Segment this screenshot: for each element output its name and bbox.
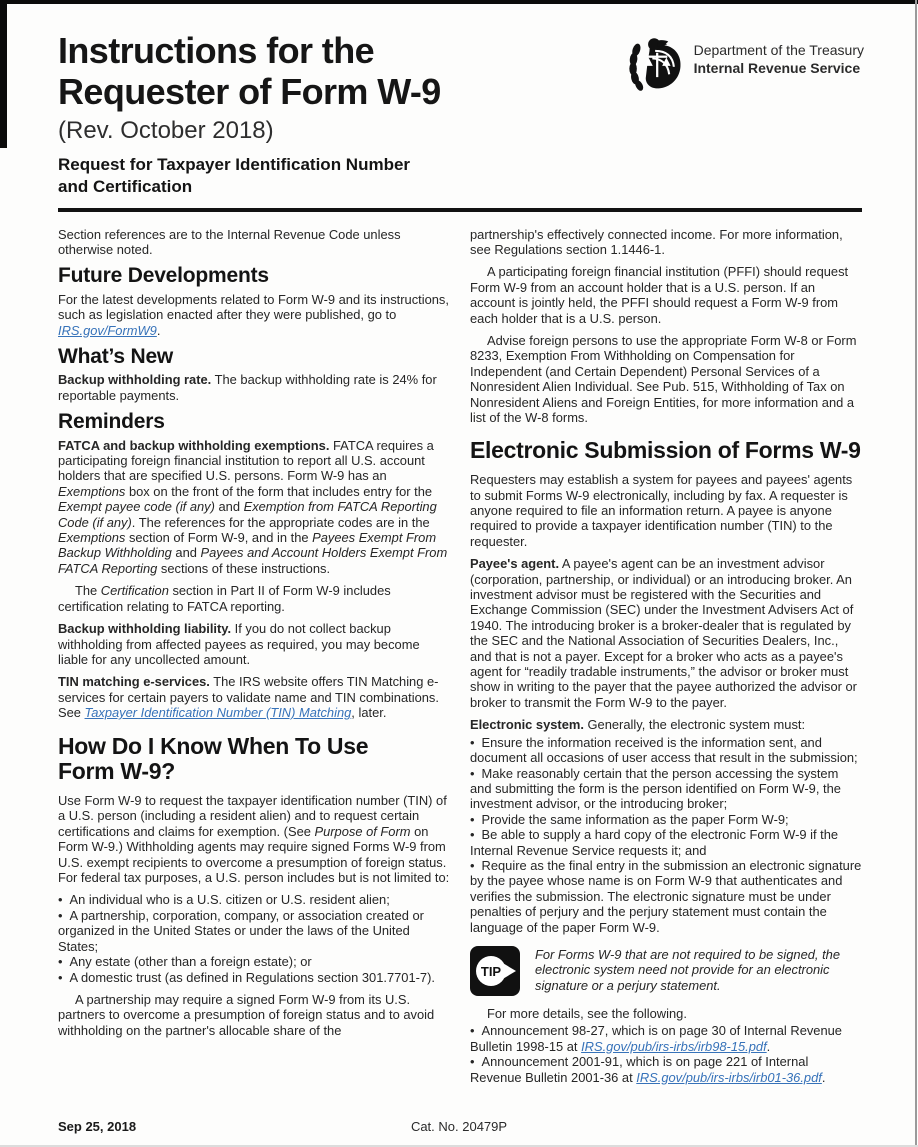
footer-date: Sep 25, 2018: [58, 1119, 137, 1134]
text-run: Certification: [100, 583, 169, 599]
text-run: Any estate (other than a foreign estate); or: [69, 954, 312, 970]
list-item: [470, 735, 862, 766]
paragraph-partnership: [58, 992, 450, 1038]
paragraph-advise-foreign-persons: [470, 333, 862, 425]
list-item: [470, 827, 862, 858]
text-run: Generally, the electronic system must:: [583, 717, 806, 733]
list-item-text: [482, 812, 789, 827]
paragraph-backup-withholding-rate: [58, 372, 450, 403]
text-run: and: [171, 545, 201, 561]
text-run: Requesters may establish a system for payees and payees' agents to submit Forms W-9 electronically, including by fax. A requester is anyone required to file an information return. A payee is anyone required to provide a taxpayer identification number (TIN) to the requester.: [470, 472, 853, 549]
bullet-marker: •: [470, 1054, 475, 1070]
list-item: [470, 858, 862, 935]
paragraph-tin-matching: [58, 674, 450, 720]
left-column: [58, 227, 450, 1092]
text-run: section in Part II of Form W-9 includes certification relating to FATCA reporting.: [58, 583, 391, 614]
text-run: Provide the same information as the paper Form W-9;: [481, 811, 789, 827]
bullet-marker: •: [470, 857, 475, 873]
text-run: Section references are to the Internal Revenue Code unless otherwise noted.: [58, 226, 401, 257]
list-item: [58, 954, 450, 969]
inline-link[interactable]: IRS.gov/FormW9: [58, 322, 157, 338]
list-item: [58, 892, 450, 907]
list-item-text: [470, 1023, 842, 1053]
text-run: Payees Exempt From Backup Withholding: [58, 530, 437, 561]
bullet-marker: •: [470, 765, 475, 781]
form-subtitle-line1: Request for Taxpayer Identification Number: [58, 155, 411, 175]
text-run: Backup withholding liability.: [58, 621, 232, 637]
text-run: For more details, see the following.: [487, 1005, 687, 1021]
text-run: Be able to supply a hard copy of the electronic Form W-9 if the Internal Revenue Service requests it; and: [470, 827, 839, 858]
paragraph-backup-withholding-liability: [58, 621, 450, 667]
right-column: [470, 227, 862, 1092]
list-item: [470, 812, 862, 827]
text-run: Exemptions: [58, 530, 126, 546]
section-references-note: [58, 227, 450, 258]
text-run: FATCA and backup withholding exemptions.: [58, 437, 330, 453]
agency-text: [694, 34, 864, 78]
heading-electronic-submission: Electronic Submission of Forms W-9: [470, 437, 861, 464]
text-run: Advise foreign persons to use the appropriate Form W-8 or Form 8233, Exemption From Withholding on Compensation for Independent (and Certain Dependent) Personal Services of a Nonresident Alien Individual. See Pub. 515, Withholding of Tax on Nonresident Aliens and Foreign Entities, for more information and a list of the W-8 forms.: [470, 333, 857, 426]
text-run: Announcement 98-27, which is on page 30 of Internal Revenue Bulletin 1998-15 at: [470, 1023, 842, 1054]
bullet-marker: •: [58, 907, 63, 923]
irs-eagle-logo-icon: [627, 34, 687, 94]
catalog-number: Cat. No. 20479P: [410, 1119, 508, 1134]
text-run: Require as the final entry in the submission an electronic signature by the payee whose name is on Form W-9 that authenticates and verifies the submission. The electronic signature must be under penalties of perjury and the perjury statement must contain the language of the paper Form W-9.: [470, 857, 862, 935]
treasury-label: Department of the Treasury: [693, 42, 864, 58]
paragraph-use-form-w9: [58, 793, 450, 885]
text-run: Exempt payee code (if any): [58, 499, 215, 515]
inline-link[interactable]: Taxpayer Identification Number (TIN) Matching: [84, 705, 352, 721]
text-run: The backup withholding rate is 24% for reportable payments.: [58, 372, 437, 403]
text-run: Make reasonably certain that the person accessing the system and submitting the form is the person identified on Form W-9, the investment advisor, or the introducing broker;: [470, 765, 841, 812]
list-item: [470, 766, 862, 812]
list-item-text: [470, 1054, 825, 1084]
form-subtitle: [58, 154, 441, 198]
text-run: Announcement 2001-91, which is on page 221 of Internal Revenue Bulletin 2001-36 at: [470, 1054, 809, 1085]
text-run: TIN matching e-services.: [58, 674, 210, 690]
text-run: partnership's effectively connected income. For more information, see Regulations section 1.1446-1.: [470, 226, 843, 257]
text-run: Purpose of Form: [314, 823, 411, 839]
bullet-marker: •: [470, 1023, 475, 1039]
form-subtitle-line2: and Certification: [58, 176, 193, 196]
list-item-text: [70, 970, 435, 985]
heading-how-do-i-know: How Do I Know When To Use Form W-9?: [58, 732, 369, 785]
list-item-text: [470, 858, 861, 935]
page-title-line2: Requester of Form W-9: [58, 71, 441, 113]
paragraph-fatca-exemptions: [58, 438, 450, 577]
document-header: [0, 0, 918, 198]
svg-text:TIP: TIP: [480, 963, 502, 979]
text-run: A domestic trust (as defined in Regulations section 301.7701-7).: [69, 969, 435, 985]
bullet-marker: •: [470, 827, 475, 843]
list-item-text: [70, 954, 312, 969]
electronic-system-list: [470, 735, 862, 935]
text-run: .: [156, 322, 161, 338]
text-run: An individual who is a U.S. citizen or U.S. resident alien;: [69, 892, 390, 908]
text-run: A partnership, corporation, company, or association created or organized in the United States or under the laws of the United States;: [58, 907, 424, 954]
text-run: box on the front of the form that includes entry for the: [125, 483, 433, 499]
heading-whats-new: What’s New: [58, 345, 174, 368]
text-run: Payee's agent.: [470, 556, 560, 572]
text-run: For Forms W-9 that are not required to be signed, the electronic system need not provide for an electronic signature or a perjury statement.: [535, 946, 840, 993]
announcements-list: [470, 1023, 862, 1085]
text-run: on Form W-9.) Withholding agents may require signed Forms W-9 from U.S. exempt recipients to overcome a presumption of foreign status. For federal tax purposes, a U.S. person includes but is not limited to:: [58, 823, 450, 886]
text-run: sections of these instructions.: [157, 560, 331, 576]
paragraph-electronic-system: [470, 717, 862, 732]
bullet-marker: •: [58, 892, 63, 908]
text-run: Exemptions: [58, 483, 126, 499]
list-item-text: [470, 827, 838, 857]
text-run: A payee's agent can be an investment advisor (corporation, partnership, or individual) or an introducing broker. An investment advisor must be registered with the Securities and Exchange Commission (SEC) under the Investment Advisers Act of 1940. The introducing broker is a broker-dealer that is regulated by the SEC and the National Association of Securities Dealers, Inc., and that is not a payer. Except for a broker who acts as a payee's agent for “readily tradable instruments,” the advisor or broker must show in writing to the payer that the payee authorized the advisor or broker to transmit the Form W-9 to the payer.: [470, 556, 857, 710]
text-run: . The references for the appropriate codes are in the: [131, 514, 430, 530]
heading-future-developments: Future Developments: [58, 264, 269, 288]
text-run: .: [821, 1069, 826, 1085]
agency-brand: [627, 34, 864, 94]
list-item: [470, 1023, 862, 1054]
text-run: Payees and Account Holders Exempt From FATCA Reporting: [58, 545, 448, 576]
paragraph-payees-agent: [470, 556, 862, 710]
paragraph-certification: [58, 583, 450, 614]
heading-reminders: Reminders: [58, 410, 165, 434]
text-run: For the latest developments related to Form W-9 and its instructions, such as legislation enacted after they were published, go to: [58, 291, 449, 323]
tip-callout: [470, 946, 862, 996]
scan-edge-right: [915, 0, 917, 1147]
text-run: If you do not collect backup withholding from affected payees as required, you may become liable for any uncollected amount.: [58, 621, 420, 667]
paragraph-more-details: [470, 1006, 862, 1021]
scan-edge-left: [0, 0, 7, 148]
tip-text: [535, 946, 862, 996]
text-run: and: [214, 499, 244, 515]
paragraph-partnership-continued: [470, 227, 862, 258]
page-footer: [0, 1117, 918, 1134]
text-run: , later.: [351, 705, 387, 721]
text-run: section of Form W-9, and in the: [125, 530, 313, 546]
body-columns: [0, 212, 918, 1092]
paragraph-pffi: [470, 264, 862, 326]
paragraph-requesters: [470, 472, 862, 549]
bullet-marker: •: [58, 954, 63, 970]
tip-icon: [470, 946, 520, 996]
text-run: .: [766, 1038, 771, 1054]
bullet-marker: •: [470, 811, 475, 827]
us-person-list: [58, 892, 450, 984]
revision-date: (Rev. October 2018): [58, 117, 274, 145]
list-item: [58, 970, 450, 985]
list-item-text: [58, 908, 424, 954]
page-title: [58, 30, 441, 112]
inline-link[interactable]: IRS.gov/pub/irs-irbs/irb98-15.pdf: [581, 1038, 767, 1054]
inline-link[interactable]: IRS.gov/pub/irs-irbs/irb01-36.pdf: [636, 1069, 822, 1085]
text-run: Exemption from FATCA Reporting Code (if any): [58, 499, 437, 530]
irs-label: Internal Revenue Service: [693, 60, 861, 77]
header-titles: [58, 30, 441, 198]
bullet-marker: •: [470, 734, 475, 750]
text-run: FATCA requires a participating foreign financial institution to report all U.S. account holders that are specified U.S. persons. Form W-9 has an: [58, 437, 434, 484]
list-item: [470, 1054, 862, 1085]
scan-edge-top: [0, 0, 918, 4]
bullet-marker: •: [58, 969, 63, 985]
list-item: [58, 908, 450, 954]
text-run: The: [75, 583, 101, 599]
text-run: A participating foreign financial institution (PFFI) should request Form W-9 from an account holder that is a U.S. person. If an account is jointly held, the PFFI should request a Form W-9 from each holder that is a U.S. person.: [470, 264, 849, 326]
list-item-text: [70, 892, 390, 907]
list-item-text: [470, 766, 841, 812]
text-run: Electronic system.: [470, 717, 584, 733]
text-run: A partnership may require a signed Form W-9 from its U.S. partners to overcome a presumption of foreign status and to avoid withholding on the partner's allocable share of the: [58, 991, 435, 1038]
text-run: The IRS website offers TIN Matching e-services for certain payers to validate name and TIN combinations. See: [58, 674, 439, 721]
paragraph-future-developments: [58, 292, 450, 338]
text-run: Use Form W-9 to request the taxpayer identification number (TIN) of a U.S. person (including a resident alien) and to request certain certifications and claims for exemption. (See: [58, 793, 447, 839]
text-run: Backup withholding rate.: [58, 372, 212, 388]
list-item-text: [470, 735, 858, 765]
page-title-line1: Instructions for the: [58, 30, 375, 71]
text-run: Ensure the information received is the information sent, and document all occasions of user access that result in the submission;: [470, 734, 858, 766]
